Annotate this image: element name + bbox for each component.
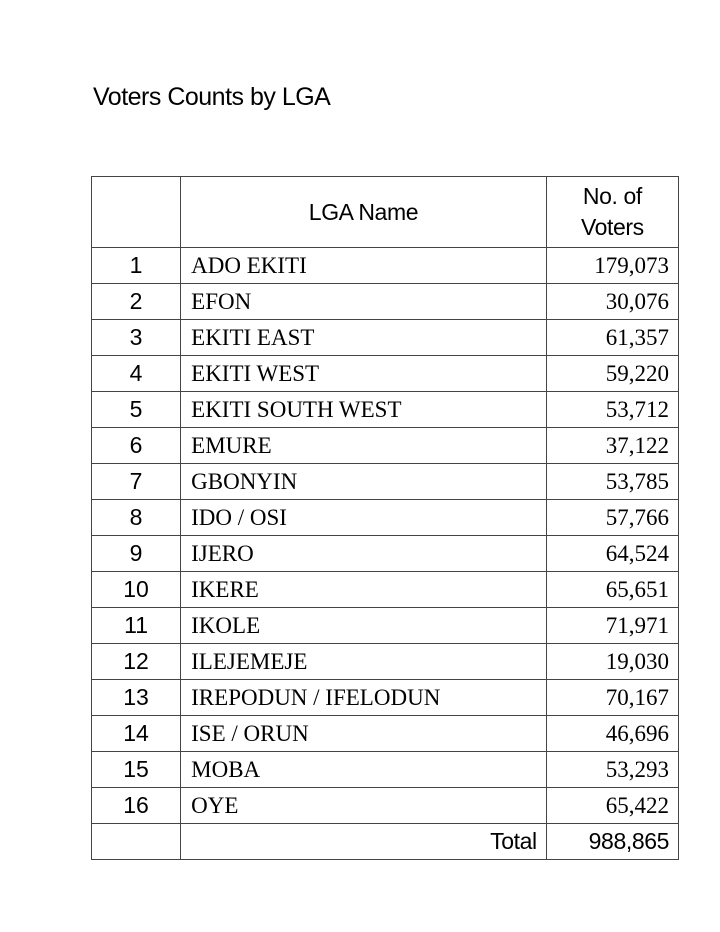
table-row xyxy=(92,464,679,500)
voter-count: 65,422 xyxy=(546,788,678,824)
lga-name: IKOLE xyxy=(181,608,547,644)
lga-name: ADO EKITI xyxy=(181,248,547,284)
row-number: 10 xyxy=(92,572,181,608)
row-number: 13 xyxy=(92,680,181,716)
voter-count: 53,712 xyxy=(546,392,678,428)
table-row xyxy=(92,536,679,572)
voter-count: 70,167 xyxy=(546,680,678,716)
lga-name: IREPODUN / IFELODUN xyxy=(181,680,547,716)
table-row xyxy=(92,608,679,644)
total-empty-cell xyxy=(92,824,181,860)
voter-count: 65,651 xyxy=(546,572,678,608)
lga-name: IDO / OSI xyxy=(181,500,547,536)
lga-name: GBONYIN xyxy=(181,464,547,500)
voter-count: 37,122 xyxy=(546,428,678,464)
table-row xyxy=(92,500,679,536)
table-row xyxy=(92,716,679,752)
row-number: 11 xyxy=(92,608,181,644)
header-voters-line1: No. of xyxy=(582,183,642,209)
lga-name: EKITI SOUTH WEST xyxy=(181,392,547,428)
lga-name: EKITI WEST xyxy=(181,356,547,392)
row-number: 16 xyxy=(92,788,181,824)
voter-count: 46,696 xyxy=(546,716,678,752)
lga-name: IJERO xyxy=(181,536,547,572)
voter-count: 57,766 xyxy=(546,500,678,536)
total-value: 988,865 xyxy=(546,824,678,860)
voter-count: 19,030 xyxy=(546,644,678,680)
table-header-row xyxy=(92,177,679,248)
lga-name: EKITI EAST xyxy=(181,320,547,356)
total-row xyxy=(92,824,679,860)
voters-table xyxy=(91,176,679,860)
voter-count: 179,073 xyxy=(546,248,678,284)
lga-name: EFON xyxy=(181,284,547,320)
row-number: 9 xyxy=(92,536,181,572)
table-row xyxy=(92,680,679,716)
row-number: 7 xyxy=(92,464,181,500)
row-number: 14 xyxy=(92,716,181,752)
row-number: 15 xyxy=(92,752,181,788)
voter-count: 64,524 xyxy=(546,536,678,572)
row-number: 6 xyxy=(92,428,181,464)
table-body xyxy=(92,248,679,824)
lga-name: MOBA xyxy=(181,752,547,788)
header-no-of-voters xyxy=(546,177,678,248)
voter-count: 53,293 xyxy=(546,752,678,788)
row-number: 1 xyxy=(92,248,181,284)
row-number: 12 xyxy=(92,644,181,680)
lga-name: OYE xyxy=(181,788,547,824)
lga-name: IKERE xyxy=(181,572,547,608)
table-row xyxy=(92,284,679,320)
header-number xyxy=(92,177,181,248)
lga-name: ILEJEMEJE xyxy=(181,644,547,680)
table-row xyxy=(92,788,679,824)
row-number: 3 xyxy=(92,320,181,356)
header-voters-line2: Voters xyxy=(580,214,644,240)
total-label: Total xyxy=(181,824,547,860)
lga-name: EMURE xyxy=(181,428,547,464)
header-lga-name: LGA Name xyxy=(181,177,547,248)
voter-count: 30,076 xyxy=(546,284,678,320)
table-row xyxy=(92,356,679,392)
row-number: 4 xyxy=(92,356,181,392)
table-row xyxy=(92,572,679,608)
row-number: 2 xyxy=(92,284,181,320)
table-row xyxy=(92,644,679,680)
table-row xyxy=(92,752,679,788)
lga-name: ISE / ORUN xyxy=(181,716,547,752)
row-number: 8 xyxy=(92,500,181,536)
voter-count: 61,357 xyxy=(546,320,678,356)
voter-count: 59,220 xyxy=(546,356,678,392)
voter-count: 71,971 xyxy=(546,608,678,644)
table-row xyxy=(92,428,679,464)
table-row xyxy=(92,320,679,356)
row-number: 5 xyxy=(92,392,181,428)
table-row xyxy=(92,392,679,428)
page-title: Voters Counts by LGA xyxy=(93,83,331,111)
table-row xyxy=(92,248,679,284)
voter-count: 53,785 xyxy=(546,464,678,500)
